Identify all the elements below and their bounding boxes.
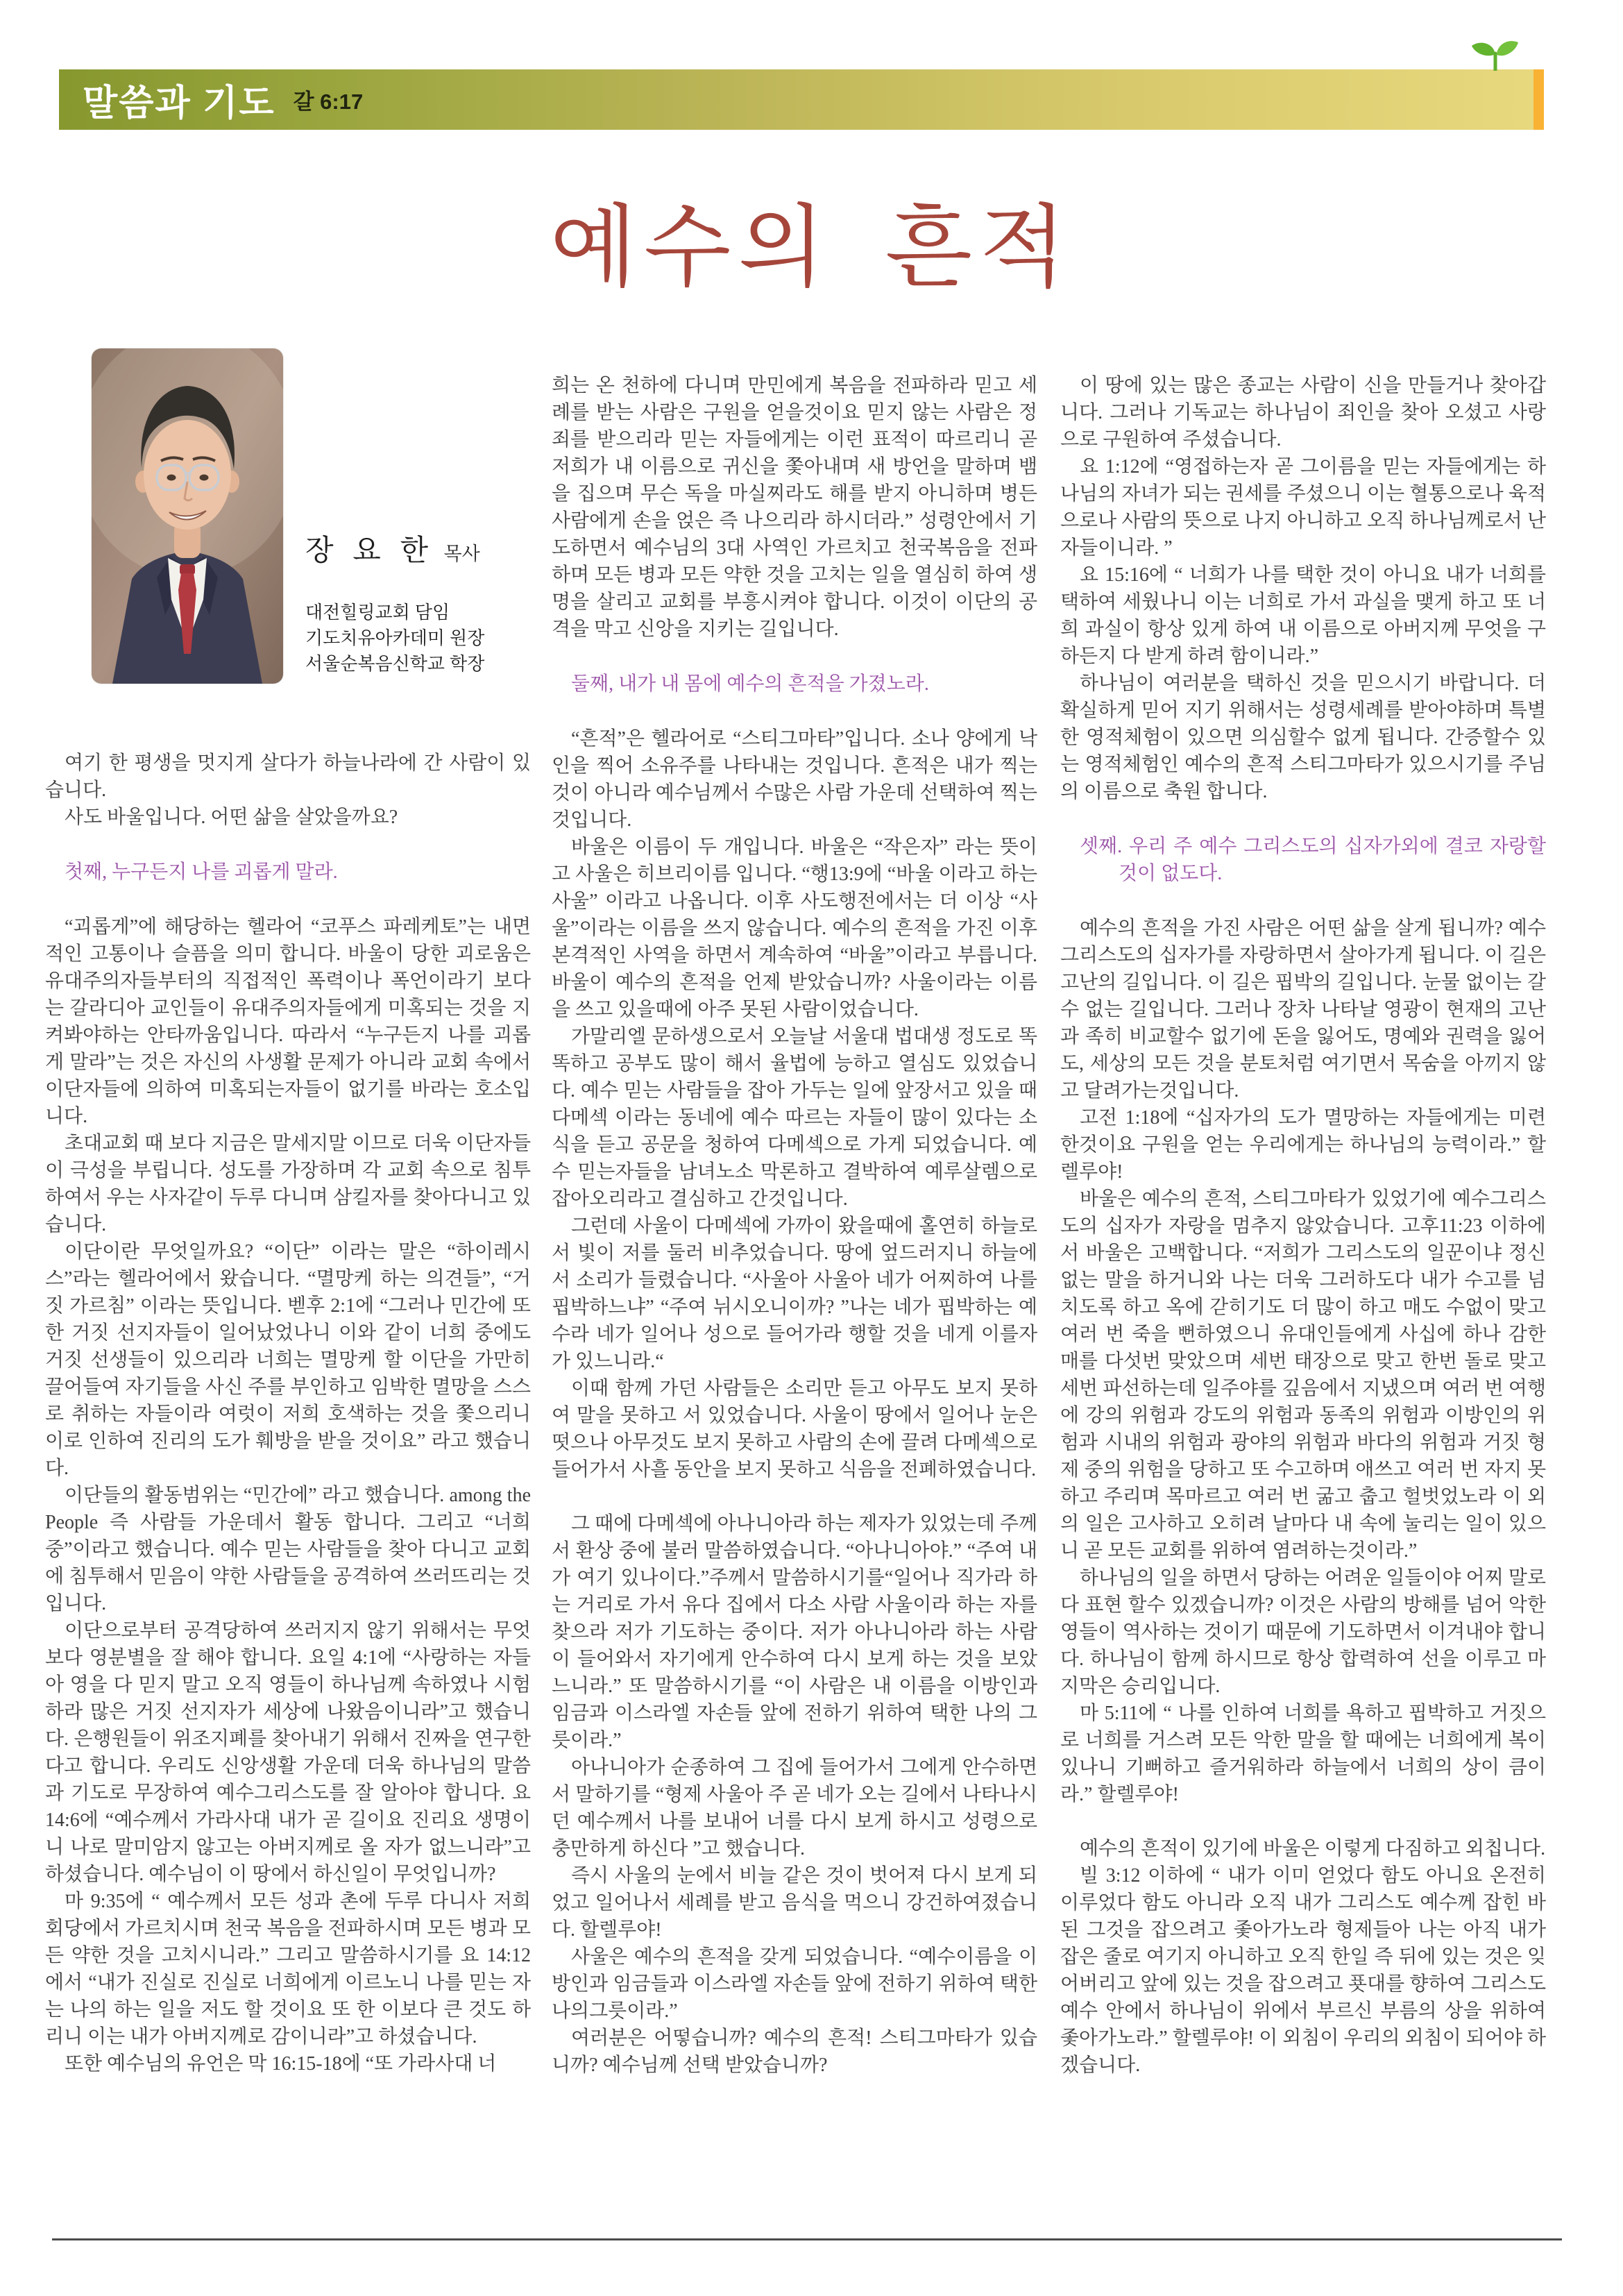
banner-end-cap (1533, 69, 1544, 130)
paragraph: 이단들의 활동범위는 “민간에” 라고 했습니다. among the People 즉 사람들 가운데서 활동 합니다. 그리고 “너희 중”이라고 했습니다. 예수 믿는 사람들을 찾아 다니고 교회에 침투해서 믿음이 약한 사람들을 공격하여 쓰러뜨리는 것입니다. (45, 1485, 531, 1614)
paragraph: 그런데 사울이 다메섹에 가까이 왔을때에 홀연히 하늘로서 빛이 저를 둘러 비추었습니다. 땅에 엎드러지니 하늘에서 소리가 들렸습니다. “사울아 사울아 네가 어찌하여 나를 핍박하느냐” “주여 뉘시오니이까? ”나는 네가 핍박하는 예수라 네가 일어나 성으로 들어가라 행할 것을 네게 이를자가 있느니라.“ (552, 1215, 1037, 1372)
paragraph: 이단으로부터 공격당하여 쓰러지지 않기 위해서는 무엇보다 영분별을 잘 해야 합니다. 요일 4:1에 “사랑하는 자들아 영을 다 믿지 말고 오직 영들이 하나님께 속하였나 시험하라 많은 거짓 선지자가 세상에 나왔음이니라”고 했습니다. 은행원들이 위조지폐를 찾아내기 위해서 진짜을 연구한다고 합니다. 우리도 신앙생활 가운데 더욱 하나님의 말씀과 기도로 무장하여 예수그리스도를 잘 알아야 합니다. 요14:6에 “예수께서 가라사대 내가 곧 길이요 진리요 생명이니 나로 말미암지 않고는 아버지께로 올 자가 없느니라”고 하셨습니다. 예수님이 이 땅에서 하신일이 무엇입니까? (45, 1620, 531, 1885)
paragraph: 또한 예수님의 유언은 막 16:15-18에 “또 가라사대 너 (65, 2053, 497, 2075)
paragraph: 요 1:12에 “영접하는자 곧 그이름을 믿는 자들에게는 하나님의 자녀가 되는 권세를 주셨으니 이는 혈통으로나 육적으로나 사람의 뜻으로 나지 아니하고 오직 하나님께로서 난 자들이니라. ” (1060, 456, 1546, 559)
paragraph: 초대교회 때 보다 지금은 말세지말 이므로 더욱 이단자들이 극성을 부립니다. 성도를 가장하며 각 교회 속으로 침투하여서 우는 사자같이 두루 다니며 삼킬자를 찾아다니고 있습니다. (45, 1133, 531, 1235)
page-title: 예수의 흔적 (550, 199, 1073, 298)
author-block (305, 527, 484, 677)
paragraph: 요 15:16에 “ 너희가 나를 택한 것이 아니요 내가 너희를 택하여 세웠나니 이는 너희로 가서 과실을 맺게 하고 또 너희 과실이 항상 있게 하여 내 이름으로 아버지께 무엇을 구하든지 다 받게 하려 함이니라.” (1060, 564, 1546, 667)
paragraph: 하나님의 일을 하면서 당하는 어려운 일들이야 어찌 말로 다 표현 할수 있겠습니까? 이것은 사람의 방해를 넘어 악한 영들이 역사하는 것이기 때문에 기도하면서 이겨내야 합니다. 하나님이 함께 하시므로 항상 합력하여 선을 이루고 마지막은 승리입니다. (1060, 1567, 1546, 1697)
article-column-3 (1060, 372, 1546, 2079)
subheading-second: 둘째, 내가 내 몸에 예수의 흔적을 가졌노라. (571, 673, 929, 695)
paragraph: 그 때에 다메섹에 아나니아라 하는 제자가 있었는데 주께서 환상 중에 불러 말씀하였습니다. “아나니아야.” “주여 내가 여기 있나이다.”주께서 말씀하시기를“일어나 직가라 하는 거리로 가서 유다 집에서 다소 사람 사울이라 하는 자를 찾으라 저가 기도하는 중이다. 저가 아나니아라 하는 사람이 들어와서 자기에게 안수하여 다시 보게 하는 것을 보았느니라.” 또 말씀하시기를 “이 사람은 내 이름을 이방인과 임금과 이스라엘 자손들 앞에 전하기 위하여 택한 나의 그릇이라.” (552, 1513, 1037, 1751)
paragraph: 이때 함께 가던 사람들은 소리만 듣고 아무도 보지 못하여 말을 못하고 서 있었습니다. 사울이 땅에서 일어나 눈은 떳으나 아무것도 보지 못하고 사람의 손에 끌려 다메섹으로 들어가서 사흘 동안을 보지 못하고 식음을 전폐하였습니다. (552, 1378, 1037, 1480)
paragraph: 여러분은 어떻습니까? 예수의 흔적! 스티그마타가 있습니까? 예수님께 선택 받았습니까? (552, 2027, 1037, 2076)
author-role: 서울순복음신학교 학장 (305, 653, 485, 674)
paragraph: 사울은 예수의 흔적을 갖게 되었습니다. “예수이름을 이방인과 임금들과 이스라엘 자손들 앞에 전하기 위하여 택한 나의그릇이라.” (552, 1946, 1037, 2022)
paragraph: 사도 바울입니다. 어떤 삶을 살았을까요? (65, 807, 398, 828)
author-role: 대전힐링교회 담임 (305, 602, 450, 623)
section-banner (59, 69, 1544, 130)
paragraph: 이 땅에 있는 많은 종교는 사람이 신을 만들거나 찾아갑니다. 그러나 기독교는 하나님이 죄인을 찾아 오셨고 사랑으로 구원하여 주셨습니다. (1060, 375, 1546, 450)
author-title-label: 목사 (443, 543, 480, 564)
paragraph: “흔적”은 헬라어로 “스티그마타”입니다. 소나 양에게 낙인을 찍어 소유주를 나타내는 것입니다. 흔적은 내가 찍는 것이 아니라 예수님께서 수많은 사람 가운데 선택하여 찍는 것입니다. (552, 728, 1037, 831)
article-column-1 (45, 750, 531, 2077)
author-name: 장 요 한 (305, 534, 434, 566)
paragraph: 가말리엘 문하생으로서 오늘날 서울대 법대생 정도로 똑똑하고 공부도 많이 해서 율법에 능하고 열심도 있었습니다. 예수 믿는 사람들을 잡아 가두는 일에 앞장서고 있을 때 다메섹 이라는 동네에 예수 따르는 자들이 많이 있다는 소식을 듣고 공문을 청하여 다메섹으로 가게 되었습니다. 예수 믿는자들을 남녀노소 막론하고 결박하여 예루살렘으로 잡아오리라고 결심하고 간것입니다. (552, 1026, 1037, 1210)
author-role: 기도치유아카데미 원장 (305, 627, 485, 648)
paragraph: 예수의 흔적이 있기에 바울은 이렇게 다짐하고 외칩니다. (1080, 1838, 1546, 1859)
paragraph: 희는 온 천하에 다니며 만민에게 복음을 전파하라 믿고 세례를 받는 사람은 구원을 얻을것이요 믿지 않는 사람은 정죄를 받으리라 믿는 자들에게는 이런 표적이 따르리니 곧 저희가 내 이름으로 귀신을 쫓아내며 새 방언을 말하며 뱀을 집으며 무슨 독을 마실찌라도 해를 받지 아니하며 병든 사람에게 손을 얹은 즉 나으리라 하시더라.” 성령안에서 기도하면서 예수님의 3대 사역인 가르치고 천국복음을 전파하며 모든 병과 모든 약한 것을 고치는 일을 열심히 하여 생명을 살리고 교회를 부흥시켜야 합니다. 이것이 이단의 공격을 막고 신앙을 지키는 길입니다. (552, 375, 1037, 640)
paragraph: 하나님이 여러분을 택하신 것을 믿으시기 바랍니다. 더 확실하게 믿어 지기 위해서는 성령세례를 받아야하며 특별한 영적체험이 있으면 의심할수 없게 됩니다. 간증할수 있는 영적체험인 예수의 흔적 스티그마타가 있으시기를 주님의 이름으로 축원 합니다. (1060, 673, 1546, 802)
subheading-first: 첫째, 누구든지 나를 괴롭게 말라. (65, 861, 338, 883)
paragraph: 바울은 이름이 두 개입니다. 바울은 “작은자” 라는 뜻이고 사울은 히브리이름 입니다. “행13:9에 “바울 이라고 하는 사울” 이라고 나옵니다. 이후 사도행전에서는 더 이상 “사울”이라는 이름을 쓰지 않습니다. 예수의 흔적을 가진 이후 본격적인 사역을 하면서 계속하여 “바울”이라고 부릅니다. 바울이 예수의 흔적을 언제 받았습니까? 사울이라는 이름을 쓰고 있을때에 아주 못된 사람이었습니다. (552, 836, 1037, 1020)
section-title: 말씀과 기도 (83, 83, 275, 124)
subheading-third: 셋째. 우리 주 예수 그리스도의 십자가외에 결코 자랑할 것이 없도다. (1080, 836, 1546, 884)
paragraph: 빌 3:12 이하에 “ 내가 이미 얻었다 함도 아니요 온전히 이루었다 함도 아니라 오직 내가 그리스도 예수께 잡힌 바 된 그것을 잡으려고 좇아가노라 형제들아 나는 아직 내가 잡은 줄로 여기지 아니하고 오직 한일 즉 뒤에 있는 것은 잊어버리고 앞에 있는 것을 잡으려고 푯대를 향하여 그리스도 예수 안에서 하나님이 위에서 부르신 부름의 상을 위하여 좇아가노라.” 할렐루야! 이 외침이 우리의 외침이 되어야 하겠습니다. (1060, 1865, 1546, 2076)
footer-divider (52, 2238, 1562, 2240)
paragraph: 아나니아가 순종하여 그 집에 들어가서 그에게 안수하면서 말하기를 “형제 사울아 주 곧 네가 오는 길에서 나타나시던 예수께서 나를 보내어 너를 다시 보게 하시고 성령으로 충만하게 하신다 ”고 했습니다. (552, 1757, 1037, 1859)
paragraph: 고전 1:18에 “십자가의 도가 멸망하는 자들에게는 미련한것이요 구원을 얻는 우리에게는 하나님의 능력이라.” 할렐루야! (1060, 1107, 1546, 1183)
pastor-photo (92, 348, 283, 684)
verse-reference: 갈 6:17 (293, 90, 364, 114)
sprout-icon (1470, 39, 1521, 71)
paragraph: 즉시 사울의 눈에서 비늘 같은 것이 벗어져 다시 보게 되었고 일어나서 세례를 받고 음식을 먹으니 강건하여졌습니다. 할렐루야! (552, 1865, 1037, 1941)
paragraph: 마 5:11에 “ 나를 인하여 너희를 욕하고 핍박하고 거짓으로 너희를 거스려 모든 악한 말을 할 때에는 너희에게 복이 있나니 기뻐하고 즐거워하라 하늘에서 너희의 상이 큼이라.” 할렐루야! (1060, 1703, 1546, 1805)
paragraph: “괴롭게”에 해당하는 헬라어 “코푸스 파레케토”는 내면적인 고통이나 슬픔을 의미 합니다. 바울이 당한 괴로움은 유대주의자들부터의 직접적인 폭력이나 폭언이라기 보다는 갈라디아 교인들이 유대주의자들에게 미혹되는 것을 지켜봐야하는 안타까움입니다. 따라서 “누구든지 나를 괴롭게 말라”는 것은 자신의 사생활 문제가 아니라 교회 속에서 이단자들에 의하여 미혹되는자들이 없기를 바라는 호소입니다. (45, 916, 531, 1127)
paragraph: 예수의 흔적을 가진 사람은 어떤 삶을 살게 됩니까? 예수그리스도의 십자가를 자랑하면서 살아가게 됩니다. 이 길은 고난의 길입니다. 이 길은 핍박의 길입니다. 눈물 없이는 갈 수 없는 길입니다. 그러나 장차 나타날 영광이 현재의 고난과 족히 비교할수 없기에 돈을 잃어도, 명예와 권력을 잃어도, 세상의 모든 것을 분토처럼 여기면서 목숨을 아끼지 않고 달려가는것입니다. (1060, 918, 1546, 1101)
paragraph: 이단이란 무엇일까요? “이단” 이라는 말은 “하이레시스”라는 헬라어에서 왔습니다. “멸망케 하는 의견들”, “거짓 가르침” 이라는 뜻입니다. 벧후 2:1에 “그러나 민간에 또한 거짓 선지자들이 일어났었나니 이와 같이 너희 중에도 거짓 선생들이 있으리라 너희는 멸망케 할 이단을 가만히 끌어들여 자기들을 사신 주를 부인하고 임박한 멸망을 스스로 취하는 자들이라 여럿이 저희 호색하는 것을 쫓으리니 이로 인하여 진리의 도가 훼방을 받을 것이요” 라고 했습니다. (45, 1241, 531, 1479)
paragraph: 여기 한 평생을 멋지게 살다가 하늘나라에 간 사람이 있습니다. (45, 752, 531, 801)
article-column-2 (552, 372, 1037, 2079)
paragraph: 마 9:35에 “ 예수께서 모든 성과 촌에 두루 다니사 저희 회당에서 가르치시며 천국 복음을 전파하시며 모든 병과 모든 약한 것을 고치시니라.” 그리고 말씀하시기를 요 14:12에서 “내가 진실로 진실로 너희에게 이르노니 나를 믿는 자는 나의 하는 일을 저도 할 것이요 또 한 이보다 큰 것도 하리니 이는 내가 아버지께로 감이니라”고 하셨습니다. (45, 1891, 531, 2048)
author-roles (305, 600, 484, 677)
paragraph: 바울은 예수의 흔적, 스티그마타가 있었기에 예수그리스도의 십자가 자랑을 멈추지 않았습니다. 고후11:23 이하에서 바울은 고백합니다. “저희가 그리스도의 일꾼이냐 정신없는 말을 하거니와 나는 더욱 그러하도다 내가 수고를 넘치도록 하고 옥에 갇히기도 더 많이 하고 매도 수없이 맞고 여러 번 죽을 뻔하였으니 유대인들에게 사십에 하나 감한 매를 다섯번 맞았으며 세번 태장으로 맞고 한번 돌로 맞고 세번 파선하는데 일주야를 깊음에서 지냈으며 여러 번 여행에 강의 위험과 강도의 위험과 동족의 위험과 이방인의 위험과 시내의 위험과 광야의 위험과 바다의 위험과 거짓 형제 중의 위험을 당하고 또 수고하며 애쓰고 여러 번 자지 못하고 주리며 목마르고 여러 번 굶고 춥고 헐벗었노라 이 외의 일은 고사하고 오히려 날마다 내 속에 눌리는 일이 있으니 곧 모든 교회를 위하여 염려하는것이라.” (1060, 1188, 1546, 1562)
